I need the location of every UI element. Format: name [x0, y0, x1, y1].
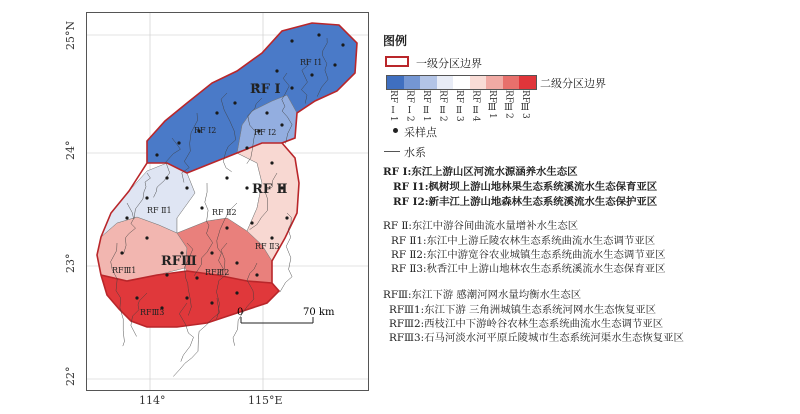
label-rf1-1: RF Ⅰ1 — [300, 58, 323, 67]
label-rf2: RF Ⅱ — [252, 182, 288, 197]
sample-point — [270, 236, 273, 239]
lat-label-22: 22° — [64, 366, 77, 386]
river-label: 水系 — [404, 146, 426, 159]
ramp-swatch — [404, 76, 421, 89]
sample-point — [235, 261, 238, 264]
ramp-swatch — [486, 76, 503, 89]
sample-point — [210, 301, 213, 304]
ramp-swatch — [453, 76, 470, 89]
label-rf3-1: RFⅢ1 — [112, 266, 137, 275]
label-rf1: RF Ⅰ — [250, 82, 281, 97]
ramp-swatch — [470, 76, 487, 89]
sample-point — [195, 276, 198, 279]
sample-point — [270, 161, 273, 164]
sample-point — [185, 186, 188, 189]
sample-point — [155, 153, 158, 156]
sample-point — [145, 236, 148, 239]
zone-description: RFⅢ2:西枝江中下游岭谷农林生态系统曲流水生态调节亚区 — [389, 318, 664, 330]
sample-point — [265, 111, 268, 114]
sample-point — [145, 196, 148, 199]
sample-point — [245, 146, 248, 149]
zone-description: RF Ⅱ:东江中游谷间曲流水量增补水生态区 — [383, 220, 579, 232]
sample-point — [341, 43, 344, 46]
sample-point — [290, 86, 293, 89]
legend-title: 图例 — [383, 34, 408, 48]
lat-label-23: 23° — [64, 253, 77, 273]
scale-bar — [237, 307, 335, 323]
zone-description: RFⅢ:东江下游 感潮河网水量均衡水生态区 — [383, 289, 582, 301]
label-rf1-2-west: RF Ⅰ2 — [194, 126, 217, 135]
zone-description: RFⅢ3:石马河淡水河平原丘陵城市生态系统河渠水生态恢复亚区 — [389, 332, 684, 344]
lat-label-24: 24° — [64, 140, 77, 160]
sample-point — [280, 123, 283, 126]
label-rf2-3: RF Ⅱ3 — [255, 242, 280, 251]
sample-point — [210, 251, 213, 254]
ramp-label: RFⅢ2 — [503, 90, 514, 119]
sample-point-label: 采样点 — [404, 126, 437, 139]
lon-label-114: 114° — [139, 394, 166, 407]
river-symbol — [384, 151, 400, 152]
lat-label-25: 25°N — [64, 20, 77, 50]
sample-point — [125, 216, 128, 219]
ramp-swatch — [503, 76, 520, 89]
sample-point — [215, 111, 218, 114]
sample-point — [200, 206, 203, 209]
zone-description: RF Ⅱ1:东江中上游丘陵农林生态系统曲流水生态调节亚区 — [391, 235, 656, 247]
ramp-label: RF Ⅱ1 — [421, 90, 431, 122]
zone-description: RF Ⅰ1:枫树坝上游山地林果生态系统溪流水生态保育亚区 — [393, 181, 658, 193]
sample-point — [310, 73, 313, 76]
label-rf3: RFⅢ — [161, 254, 197, 269]
sample-point — [185, 296, 188, 299]
level2-boundary-label: 二级分区边界 — [540, 77, 606, 90]
basin-map — [87, 13, 369, 391]
sample-point — [285, 216, 288, 219]
sample-point — [177, 141, 180, 144]
level1-boundary-label: 一级分区边界 — [416, 57, 482, 70]
ramp-label: RF Ⅰ1 — [388, 90, 398, 122]
scale-zero: 0 — [237, 307, 244, 318]
zone-description: RF Ⅱ2:东江中游宽谷农业城镇生态系统曲流水生态调节亚区 — [391, 249, 666, 261]
zone-description: RF Ⅰ:东江上游山区河流水源涵养水生态区 — [383, 166, 578, 178]
ramp-swatch — [519, 76, 536, 89]
sample-point — [120, 251, 123, 254]
sample-point — [245, 186, 248, 189]
label-rf2-2: RF Ⅱ2 — [212, 208, 237, 217]
zone-description: RF Ⅱ3:秋香江中上游山地林农生态系统溪流水生态保育亚区 — [391, 263, 666, 275]
ramp-label: RF Ⅱ4 — [470, 90, 481, 122]
zone-description: RF Ⅰ2:新丰江上游山地森林生态系统溪流水生态保护亚区 — [393, 196, 658, 208]
sample-point — [290, 39, 293, 42]
sample-point — [165, 273, 168, 276]
sample-point — [250, 221, 253, 224]
sample-point — [333, 63, 336, 66]
label-rf3-3: RFⅢ3 — [140, 308, 165, 317]
sample-point — [255, 273, 258, 276]
sample-point — [275, 69, 278, 72]
label-rf1-2: RF Ⅰ2 — [254, 128, 277, 137]
ramp-label: RF Ⅰ2 — [404, 90, 415, 122]
ramp-swatch — [387, 76, 404, 89]
zone-description: RFⅢ1:东江下游 三角洲城镇生态系统河网水生态恢复亚区 — [389, 304, 657, 316]
sample-point — [225, 176, 228, 179]
level2-color-ramp — [386, 75, 537, 90]
ramp-label: RF Ⅱ3 — [454, 90, 464, 122]
sample-point — [317, 33, 320, 36]
level1-boundary-swatch — [385, 56, 409, 67]
ramp-label: RFⅢ1 — [487, 90, 497, 119]
sample-point — [135, 296, 138, 299]
ramp-label: RF Ⅱ2 — [437, 90, 448, 122]
sample-point — [225, 226, 228, 229]
scale-end: 70 km — [303, 307, 335, 318]
sample-point — [233, 101, 236, 104]
map-frame — [86, 12, 369, 391]
label-rf2-1: RF Ⅱ1 — [147, 206, 172, 215]
ramp-label: RFⅢ3 — [520, 90, 530, 119]
label-rf3-2: RFⅢ2 — [205, 268, 230, 277]
lon-label-115: 115°E — [248, 394, 283, 407]
ramp-swatch — [437, 76, 454, 89]
ramp-swatch — [420, 76, 437, 89]
sample-point-symbol — [393, 128, 398, 133]
sample-point — [235, 291, 238, 294]
sample-point — [165, 176, 168, 179]
